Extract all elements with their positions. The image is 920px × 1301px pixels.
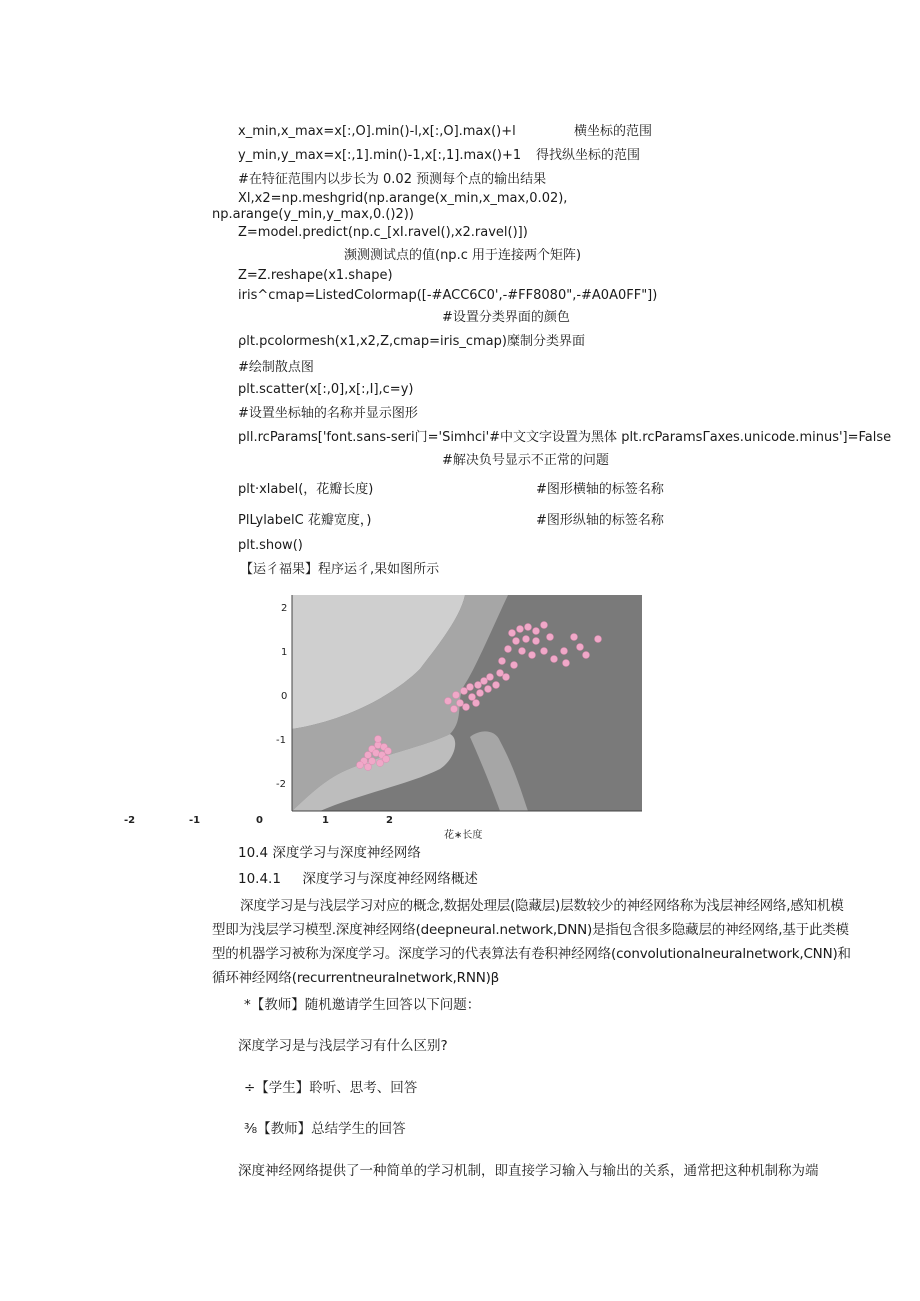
point [497, 670, 504, 677]
point [519, 648, 526, 655]
point [457, 700, 464, 707]
code-line-xrange: x_min,x_max=x[:,O].min()-l,x[:,O].max()+l [238, 124, 516, 139]
point [541, 622, 548, 629]
y-tick-neg2: -2 [276, 779, 286, 790]
point [571, 634, 578, 641]
point [365, 764, 372, 771]
code-line-xlabel: plt·xlabel(，花瓣长度) [238, 482, 374, 497]
subsection-heading: 10.4.1 深度学习与深度神经网络概述 [238, 871, 478, 887]
point [529, 652, 536, 659]
point [503, 674, 510, 681]
point [467, 684, 474, 691]
point [365, 752, 372, 759]
decision-boundary-plot [260, 589, 650, 839]
code-comment-xrange: 横坐标的范围 [574, 124, 653, 139]
y-tick-1: 1 [281, 647, 288, 658]
point [517, 626, 524, 633]
code-line-pcolormesh: ρlt.pcolormesh(x1,x2,Z,cmap=iris_cmap)糜制分类界面 [238, 334, 585, 349]
point [493, 682, 500, 689]
point [487, 674, 494, 681]
x-tick-neg2: -2 [124, 815, 136, 826]
point [523, 636, 530, 643]
code-line-scatter: plt.scatter(x[:,0],x[:,I],c=y) [238, 382, 414, 397]
point [595, 636, 602, 643]
run-result-caption: 【运彳福果】程序运彳,果如图所示 [240, 562, 440, 577]
code-comment-xlabel: #图形横轴的标签名称 [536, 482, 664, 497]
point [561, 648, 568, 655]
point [481, 678, 488, 685]
point [475, 682, 482, 689]
code-line-reshape: Z=Z.reshape(x1.shape) [238, 268, 393, 283]
point [505, 646, 512, 653]
teacher-summary: ⅜【教师】总结学生的回答 [244, 1121, 406, 1137]
point [541, 648, 548, 655]
point [577, 644, 584, 651]
point [533, 628, 540, 635]
x-tick-0: 0 [256, 815, 263, 826]
point [511, 662, 518, 669]
code-comment-cmap: #设置分类界面的颜色 [442, 310, 570, 325]
point [547, 634, 554, 641]
point [453, 692, 460, 699]
point [469, 694, 476, 701]
point [357, 762, 364, 769]
point [477, 690, 484, 697]
point [445, 698, 452, 705]
point [473, 700, 480, 707]
x-tick-1: 1 [322, 815, 329, 826]
y-tick-neg1: -1 [276, 735, 286, 746]
point [463, 704, 470, 711]
section-heading: 10.4 深度学习与深度神经网络 [238, 845, 421, 861]
point [513, 638, 520, 645]
code-comment-predict-desc: 濒测测试点的值(np.c 用于连接两个矩阵) [344, 248, 582, 263]
point [461, 688, 468, 695]
code-line-rcparams: pll.rcParams['font.sans-seri门='Simhci'#中文文字设置为黑体 plt.rcParamsΓaxes.unicode.minus']=False [238, 430, 892, 445]
code-comment-scatter: #绘制散点图 [238, 360, 314, 375]
point [451, 706, 458, 713]
closing-paragraph: 深度神经网络提供了一种简单的学习机制，即直接学习输入与输出的关系，通常把这种机制称为端 [238, 1163, 819, 1179]
y-tick-0: 0 [281, 691, 288, 702]
code-line-meshgrid: Xl,x2=np.meshgrid(np.arange(x_min,x_max,0.02), [238, 191, 568, 206]
code-comment-minus: #解决负号显示不正常的问题 [442, 453, 609, 468]
point [485, 686, 492, 693]
x-tick-neg1: -1 [189, 815, 201, 826]
code-comment-yrange: 得找纵坐标的范围 [536, 148, 641, 163]
point [533, 638, 540, 645]
code-line-show: plt.show() [238, 538, 303, 553]
teacher-prompt: *【教师】随机邀请学生回答以下问题： [244, 997, 481, 1013]
code-comment-axes: #设置坐标轴的名称并显示图形 [238, 406, 418, 421]
code-line-arange: np.arange(y_min,y_max,0.()2)) [212, 207, 414, 222]
point [377, 760, 384, 767]
point [385, 748, 392, 755]
point [375, 736, 382, 743]
code-line-predict: Z=model.predict(np.c_[xI.ravel(),x2.ravel()]) [238, 225, 528, 240]
y-tick-2: 2 [281, 603, 288, 614]
point [499, 658, 506, 665]
point [509, 630, 516, 637]
question-text: 深度学习是与浅层学习有什么区别? [238, 1038, 448, 1054]
x-tick-2: 2 [386, 815, 393, 826]
point [563, 660, 570, 667]
intro-paragraph [212, 894, 852, 990]
point [583, 652, 590, 659]
point [369, 758, 376, 765]
code-comment-ylabel: #图形纵轴的标签名称 [536, 513, 664, 528]
x-axis-label: 花∗长度 [444, 830, 483, 841]
point [525, 624, 532, 631]
point [551, 656, 558, 663]
code-comment-predict: #在特征范围内以步长为 0.02 预测每个点的输出结果 [238, 172, 547, 187]
code-line-cmap: iris^cmap=ListedColormap([-#ACC6C0',-#FF8080",-#A0A0FF"]) [238, 288, 658, 303]
code-line-ylabel: PlLylabelC 花瓣宽度，) [238, 513, 372, 528]
point [383, 756, 390, 763]
student-response: ÷【学生】聆听、思考、回答 [244, 1080, 418, 1096]
intro-paragraph-text: 深度学习是与浅层学习对应的概念,数据处理层(隐藏层)层数较少的神经网络称为浅层神经网络,感知机模型即为浅层学习模型.深度神经网络(deepneural.network,DNN)是指包含很多隐藏层的神经网络,基于此类模型的机器学习被称为深度学习。深度学习的代表算法有卷积神经网络(convolutionalneuralnetwork,CNN)和循环神经网络(recurrentneuralnetwork,RNN)β [212, 898, 851, 986]
code-line-yrange: y_min,y_max=x[:,1].min()-1,x[:,1].max()+1 [238, 148, 522, 163]
